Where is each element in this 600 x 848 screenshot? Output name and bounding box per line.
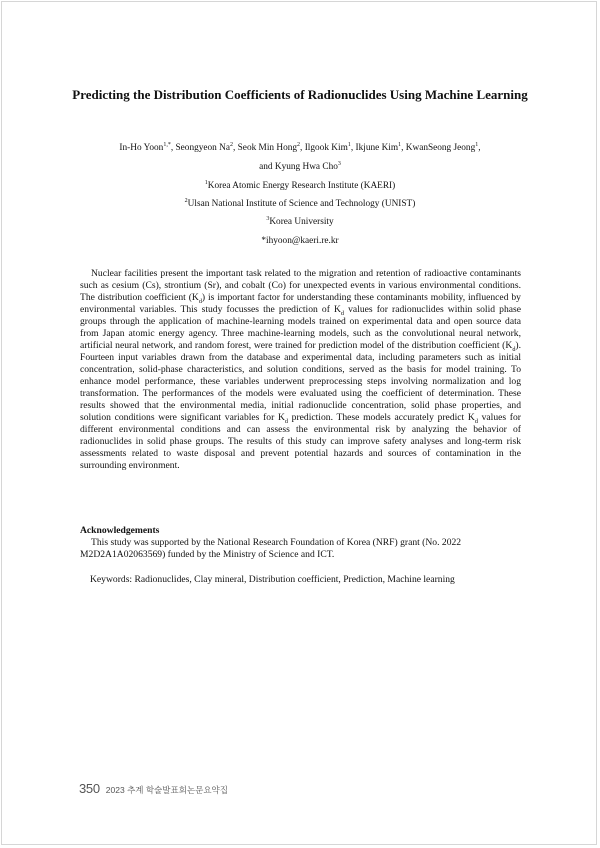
author-affiliation-mark: 1 [347,141,351,148]
kd-subscript: d [512,345,516,353]
kd-subscript: d [474,417,478,425]
acknowledgements-heading: Acknowledgements [80,525,160,536]
author-affiliation-mark: 2 [229,141,233,148]
author-name: Seok Min Hong [237,143,298,153]
affiliation-mark: 1 [204,179,208,186]
paper-title: Predicting the Distribution Coefficients of Radionuclides Using Machine Learning [72,87,528,102]
page-footer [79,780,228,798]
author-affiliation-mark: 1 [398,141,402,148]
author-name: In-Ho Yoon [119,143,164,153]
author-affiliation-mark: 3 [337,160,341,167]
keywords: Keywords: Radionuclides, Clay mineral, Distribution coefficient, Prediction, Machine learning [90,574,455,585]
acknowledgements-body: This study was supported by the National Research Foundation of Korea (NRF) grant (No. 2022 M2D2A1A02063569) funded by the Ministry of Science and ICT. [80,537,462,560]
abstract-text: Nuclear facilities present the important task related to the migration and retention of radioactive contaminants such as cesium (Cs), strontium (Sr), and cobalt (Co) for unexpected events in various environmental conditions. The distribution coefficient (K [80,268,521,303]
author-affiliation-mark: 1,* [163,141,171,148]
author-name: Kyung Hwa Cho [274,162,338,172]
kd-subscript: d [340,309,345,317]
abstract-text: ) is important factor for understanding these contaminants mobility, influenced by environmental variables. This study focusses the prediction of K [80,292,521,315]
affiliation-text: Ulsan National Institute of Science and Technology (UNIST) [187,199,416,209]
author-affiliation-mark: 2 [297,141,301,148]
author-name: KwanSeong Jeong [405,143,476,153]
kd-subscript: d [198,297,202,305]
affiliation-text: Korea Atomic Energy Research Institute (KAERI) [207,181,396,191]
affiliation-mark: 3 [266,215,270,222]
author-affiliation-mark: 1 [475,141,479,148]
affiliation-2 [40,198,560,210]
kd-subscript: d [284,417,288,425]
abstract [80,268,521,472]
affiliation-3 [40,216,560,228]
abstract-text: prediction. These models accurately predict K [287,412,475,423]
author-list-line-1: In-Ho Yoon$^{1,*}$, Seongyeon Na$^2$, Seok Min Hong$^2$, Ilgook Kim$^1$, Ikjune Kim$^1$, KwanSeong Jeong$^1$, [119,141,481,153]
author-name: Ikjune Kim [355,143,399,153]
corresponding-email: *ihyoon@kaeri.re.kr [261,236,339,246]
author-list-line-2: and Kyung Hwa Cho$^3$ [259,160,341,172]
abstract-text: values for radionuclides within solid phase groups through the application of machine-learning models trained on experimental data and open source data from Japan atomic energy agency. Three machine-learning models, such as the convolutional neural network, artificial neural network, and random forest, were trained for prediction model of the distribution coefficient (K [80,304,521,351]
author-name: Ilgook Kim [304,143,348,153]
proceedings-title: 2023 추계 학술발표회논문요약집 [105,785,228,795]
affiliation-1 [40,180,560,192]
affiliation-mark: 2 [184,197,188,204]
abstract-text: ). Fourteen input variables drawn from the database and experimental data, including parameters such as initial concentration, solid-phase characteristics, and solution conditions, served as the basis for model training. To enhance model performance, these variables underwent preprocessing steps involving normalization and log transformation. The performances of the models were evaluated using the coefficient of determination. These results showed that the environmental media, initial radionuclide concentration, solid phase properties, and solution conditions were significant variables for K [80,340,521,423]
page-number: 350 [79,781,100,796]
author-name: Seongyeon Na [175,143,230,153]
affiliation-text: Korea University [269,217,334,227]
abstract-text: values for different environmental conditions and can assess the environmental risk by analyzing the behavior of radionuclides in solid phase groups. The results of this study can improve safety analyses and long-term risk assessments related to waste disposal and prevent potential hazards and sources of contamination in the surrounding environment. [80,412,521,471]
